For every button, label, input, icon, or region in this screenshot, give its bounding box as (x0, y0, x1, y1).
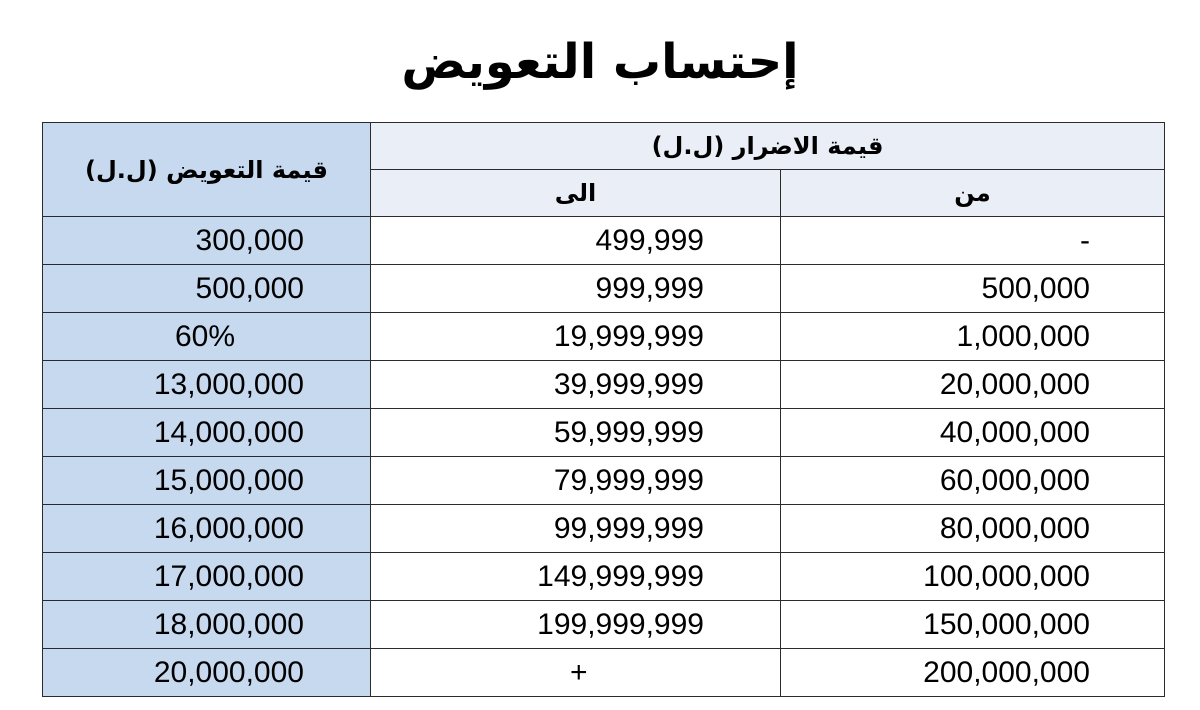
table-row (43, 313, 1165, 361)
cell-from: - (781, 217, 1165, 265)
cell-from: 150,000,000 (781, 601, 1165, 649)
table-row (43, 553, 1165, 601)
cell-compensation: 300,000 (43, 217, 371, 265)
cell-compensation: 60% (43, 313, 371, 361)
cell-compensation: 16,000,000 (43, 505, 371, 553)
cell-to: 149,999,999 (371, 553, 781, 601)
table-row (43, 265, 1165, 313)
cell-from: 20,000,000 (781, 361, 1165, 409)
cell-to: + (371, 649, 781, 697)
table-row (43, 601, 1165, 649)
table-row (43, 217, 1165, 265)
cell-compensation: 20,000,000 (43, 649, 371, 697)
cell-compensation: 13,000,000 (43, 361, 371, 409)
cell-compensation: 18,000,000 (43, 601, 371, 649)
cell-from: 40,000,000 (781, 409, 1165, 457)
cell-from: 200,000,000 (781, 649, 1165, 697)
cell-from: 60,000,000 (781, 457, 1165, 505)
table-row (43, 649, 1165, 697)
header-compensation: قيمة التعويض (ل.ل) (43, 123, 371, 217)
cell-from: 1,000,000 (781, 313, 1165, 361)
cell-to: 39,999,999 (371, 361, 781, 409)
table-row (43, 361, 1165, 409)
cell-to: 59,999,999 (371, 409, 781, 457)
cell-from: 500,000 (781, 265, 1165, 313)
cell-to: 99,999,999 (371, 505, 781, 553)
cell-from: 80,000,000 (781, 505, 1165, 553)
header-to: الى (371, 170, 781, 217)
cell-to: 79,999,999 (371, 457, 781, 505)
cell-to: 199,999,999 (371, 601, 781, 649)
header-damage-value: قيمة الاضرار (ل.ل) (371, 123, 1165, 170)
page-title: إحتساب التعويض (401, 34, 799, 90)
cell-to: 499,999 (371, 217, 781, 265)
cell-compensation: 15,000,000 (43, 457, 371, 505)
cell-compensation: 17,000,000 (43, 553, 371, 601)
table-row (43, 409, 1165, 457)
cell-compensation: 500,000 (43, 265, 371, 313)
cell-to: 19,999,999 (371, 313, 781, 361)
cell-to: 999,999 (371, 265, 781, 313)
table-row (43, 505, 1165, 553)
header-from: من (781, 170, 1165, 217)
cell-from: 100,000,000 (781, 553, 1165, 601)
table-header-row (43, 123, 1165, 170)
table-row (43, 457, 1165, 505)
compensation-table (42, 122, 1165, 697)
cell-compensation: 14,000,000 (43, 409, 371, 457)
